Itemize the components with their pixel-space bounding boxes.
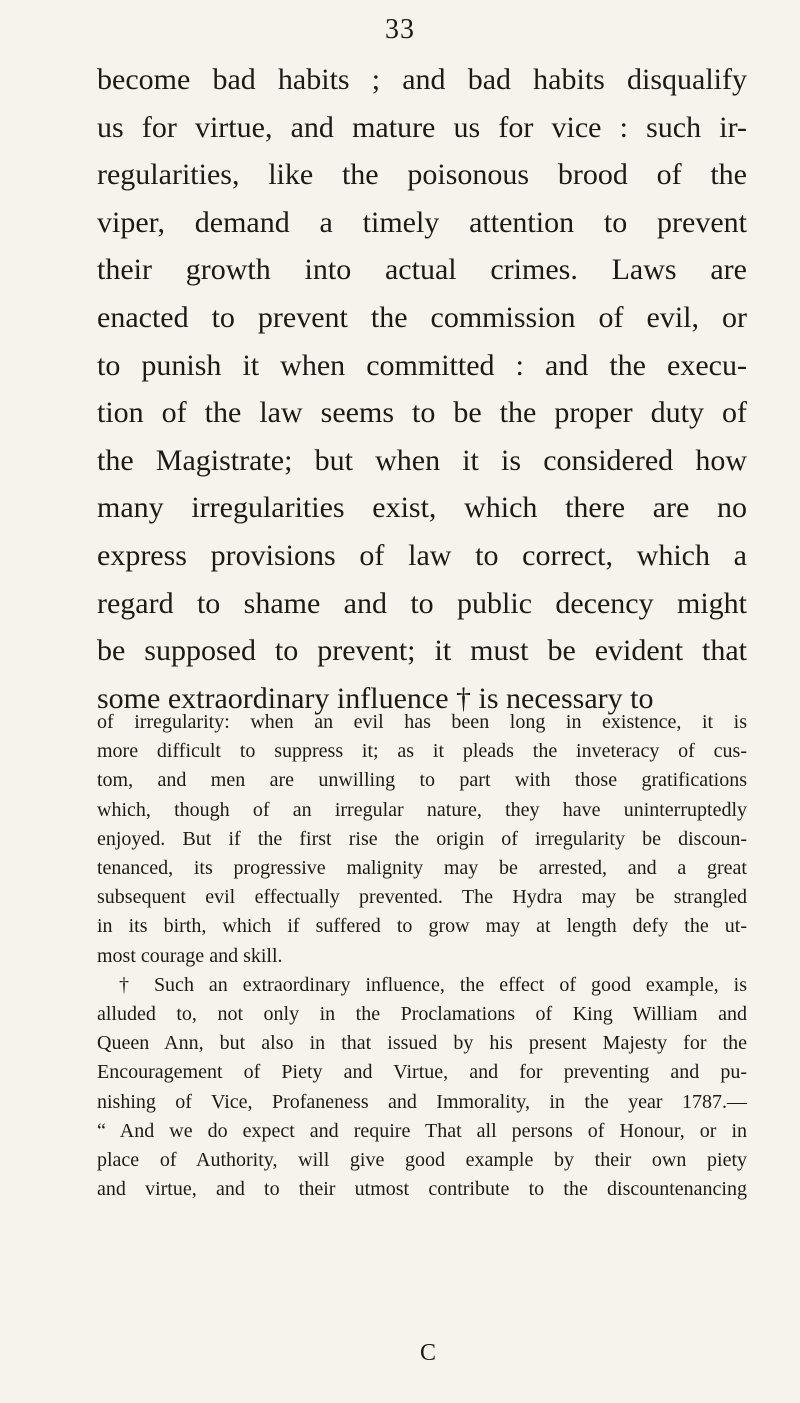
main-text-line: viper, demand a timely attention to prevent bbox=[97, 205, 747, 239]
footnote-line: and virtue, and to their utmost contribute to the discountenancing bbox=[97, 1178, 747, 1201]
main-text-line: tion of the law seems to be the proper duty of bbox=[97, 396, 747, 430]
footnote-line: tenanced, its progressive malignity may be arrested, and a great bbox=[97, 857, 747, 880]
footnote-line: “ And we do expect and require That all persons of Honour, or in bbox=[97, 1119, 747, 1142]
main-text-line: to punish it when committed : and the execu- bbox=[97, 348, 747, 382]
main-text-line: express provisions of law to correct, which a bbox=[97, 538, 747, 572]
footnote-line: of irregularity: when an evil has been long in existence, it is bbox=[97, 711, 747, 733]
footnote-line: in its birth, which if suffered to grow may at length defy the ut- bbox=[97, 915, 747, 938]
footnote-line: subsequent evil effectually prevented. The Hydra may be strangled bbox=[97, 886, 747, 909]
main-text-line: regard to shame and to public decency might bbox=[97, 586, 747, 620]
main-text-line: be supposed to prevent; it must be evident that bbox=[97, 634, 747, 668]
main-text-line: us for virtue, and mature us for vice : such ir- bbox=[97, 110, 747, 144]
footnote-line: place of Authority, will give good example by their own piety bbox=[97, 1149, 747, 1172]
footnote-line: nishing of Vice, Profaneness and Immorality, in the year 1787.— bbox=[97, 1090, 747, 1113]
main-text-line: some extraordinary influence † is necessary to bbox=[97, 681, 654, 715]
footnotes bbox=[97, 708, 747, 1204]
main-text-line: their growth into actual crimes. Laws are bbox=[97, 253, 747, 287]
main-text-line: the Magistrate; but when it is considered how bbox=[97, 443, 747, 477]
footnote-line: most courage and skill. bbox=[97, 944, 283, 967]
footnote-line: † Such an extraordinary influence, the effect of good example, is bbox=[119, 973, 747, 996]
footnote-line: tom, and men are unwilling to part with those gratifications bbox=[97, 769, 747, 792]
footnote-line: which, though of an irregular nature, they have uninterruptedly bbox=[97, 798, 747, 821]
footnote-line: Encouragement of Piety and Virtue, and for preventing and pu- bbox=[97, 1061, 747, 1084]
main-text-line: many irregularities exist, which there are no bbox=[97, 491, 747, 525]
footnote-line: Queen Ann, but also in that issued by his present Majesty for the bbox=[97, 1032, 747, 1055]
main-text-line: become bad habits ; and bad habits disqualify bbox=[97, 63, 747, 96]
signature-mark: C bbox=[420, 1340, 437, 1366]
footnote-line: enjoyed. But if the first rise the origin of irregularity be discoun- bbox=[97, 827, 747, 850]
main-text-line: enacted to prevent the commission of evil, or bbox=[97, 300, 747, 334]
footnote-line: alluded to, not only in the Proclamations of King William and bbox=[97, 1003, 747, 1026]
main-text-line: regularities, like the poisonous brood of the bbox=[97, 158, 747, 192]
main-text bbox=[97, 56, 747, 722]
footnote-line: more difficult to suppress it; as it pleads the inveteracy of cus- bbox=[97, 740, 747, 763]
page-number: 33 bbox=[385, 14, 415, 45]
